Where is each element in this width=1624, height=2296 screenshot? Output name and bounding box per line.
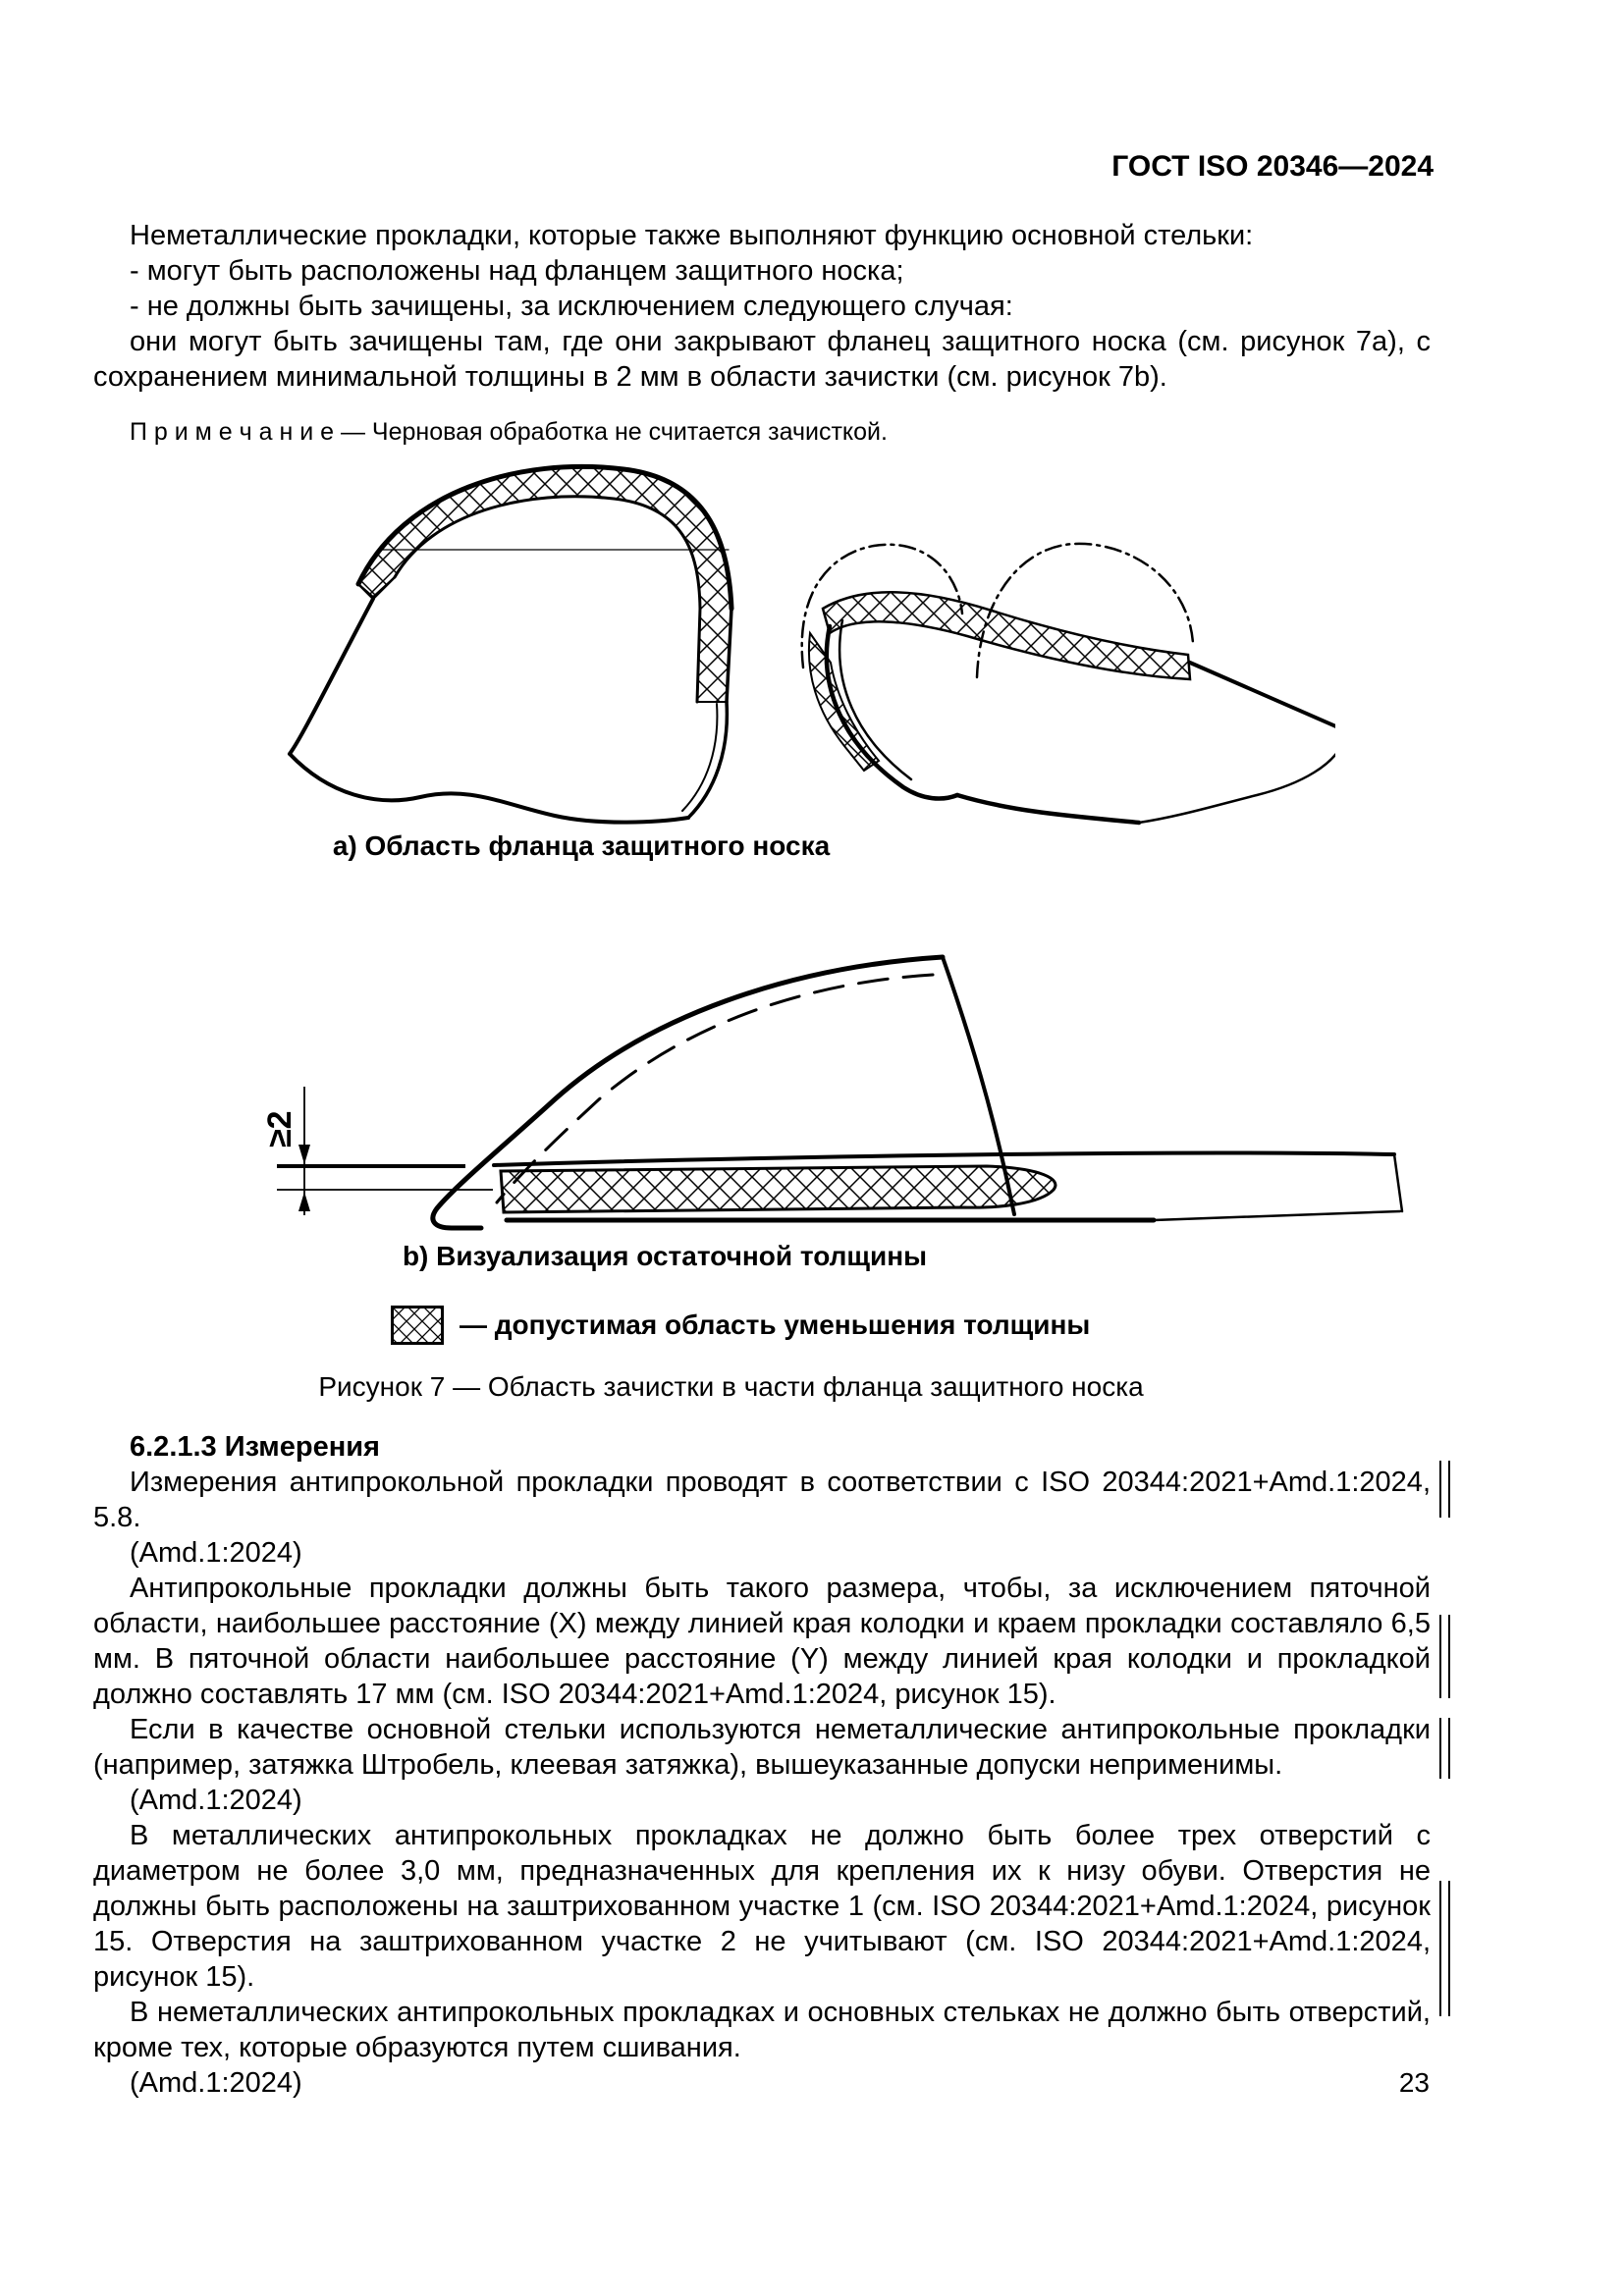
hatched-flange-band xyxy=(358,466,731,702)
paragraph: Измерения антипрокольной прокладки проводят в соответствии с ISO 20344:2021+Amd.1:2024, 5.8. xyxy=(93,1467,1431,1533)
intro-text-block xyxy=(93,218,1431,450)
figure-7a-drawing xyxy=(275,452,1335,829)
section-heading: 6.2.1.3 Измерения xyxy=(130,1431,380,1463)
legend-label: — допустимая область уменьшения толщины xyxy=(460,1309,1091,1340)
dimension-label: ≥2 xyxy=(261,1110,298,1148)
page-header: ГОСТ ISO 20346—2024 xyxy=(1111,150,1434,183)
amendment-marker: (Amd.1:2024) xyxy=(130,1785,302,1816)
section-text-block xyxy=(93,1429,1431,2101)
change-bar xyxy=(1439,1881,1450,2016)
figure-7b-caption: b) Визуализация остаточной толщины xyxy=(402,1241,928,1271)
paragraph: Неметаллические прокладки, которые также выполняют функцию основной стельки: xyxy=(130,220,1254,251)
figure-7b-drawing xyxy=(255,918,1434,1242)
figure-7a-caption: a) Область фланца защитного носка xyxy=(332,830,831,861)
paragraph: они могут быть зачищены там, где они закрывают фланец защитного носка (см. рисунок 7a), с сохранением минимальной толщины в 2 мм в области зачистки (см. рисунок 7b). xyxy=(93,326,1431,393)
amendment-marker: (Amd.1:2024) xyxy=(130,2067,302,2099)
change-bar xyxy=(1439,1718,1450,1779)
hatched-flange-band-2 xyxy=(823,592,1190,679)
hatched-thickness-area xyxy=(501,1166,1056,1212)
toe-cap-side-view xyxy=(290,466,731,822)
paragraph: В неметаллических антипрокольных прокладках и основных стельках не должно быть отверстий, кроме тех, которые образуются путем сшивания. xyxy=(93,1997,1431,2063)
figure-legend xyxy=(391,1306,1090,1345)
hatch-swatch-icon xyxy=(391,1306,444,1345)
list-item: - не должны быть зачищены, за исключением следующего случая: xyxy=(130,291,1013,322)
figure-7-caption: Рисунок 7 — Область зачистки в части фланца защитного носка xyxy=(318,1371,1144,1402)
amendment-marker: (Amd.1:2024) xyxy=(130,1537,302,1569)
change-bar xyxy=(1439,1615,1450,1698)
arrow-down-icon xyxy=(298,1145,310,1164)
note: П р и м е ч а н и е — Черновая обработка не считается зачисткой. xyxy=(130,418,888,446)
paragraph: Если в качестве основной стельки используются неметаллические антипрокольные прокладки (например, затяжка Штробель, клеевая затяжка), вышеуказанные допуски неприменимы. xyxy=(93,1714,1431,1781)
page-number: 23 xyxy=(1398,2067,1430,2098)
toe-cap-on-shoe-view xyxy=(802,544,1335,823)
arrow-up-icon xyxy=(298,1192,310,1211)
toe-cap-profile xyxy=(433,957,1402,1228)
change-bar xyxy=(1439,1461,1450,1518)
paragraph: Антипрокольные прокладки должны быть такого размера, чтобы, за исключением пяточной области, наибольшее расстояние (X) между линией края колодки и краем прокладки составляло 6,5 мм. В пяточной области наибольшее расстояние (Y) между линией края колодки и прокладкой должно составлять 17 мм (см. ISO 20344:2021+Amd.1:2024, рисунок 15). xyxy=(93,1573,1431,1710)
paragraph: В металлических антипрокольных прокладках не должно быть более трех отверстий с диаметром не более 3,0 мм, предназначенных для крепления их к низу обуви. Отверстия не должны быть расположены на заштрихованном участке 1 (см. ISO 20344:2021+Amd.1:2024, рисунок 15. Отверстия на заштрихованном участке 2 не учитывают (см. ISO 20344:2021+Amd.1:2024, рисунок 15). xyxy=(93,1820,1431,1993)
list-item: - могут быть расположены над фланцем защитного носка; xyxy=(130,255,904,287)
dimension-marks xyxy=(277,1087,493,1215)
